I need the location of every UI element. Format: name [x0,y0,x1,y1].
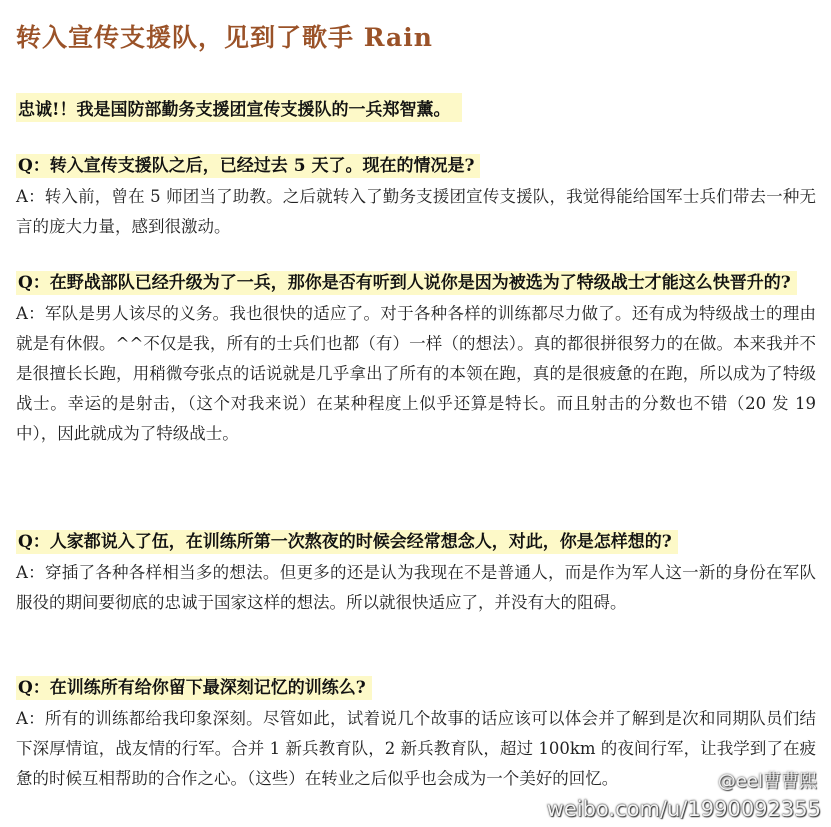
answer: A：所有的训练都给我印象深刻。尽管如此，试着说几个故事的话应该可以体会并了解到是次和同期队员们结下深厚情谊，战友情的行军。合并 1 新兵教育队，2 新兵教育队，超过 100km 的夜间行军，让我学到了在疲惫的时候互相帮助的合作之心。（这些）在转业之后似乎也会成为一个美好的回忆。 [16,709,816,788]
qa-block-3 [16,527,816,618]
answer: A：穿插了各种各样相当多的想法。但更多的还是认为我现在不是普通人，而是作为军人这一新的身份在军队服役的期间要彻底的忠诚于国家这样的想法。所以就很快适应了，并没有大的阻碍。 [16,563,816,612]
question: Q：转入宣传支援队之后，已经过去 5 天了。现在的情况是? [16,154,480,178]
watermark-url: weibo.com/u/1990092355 [546,797,821,821]
question: Q：在野战部队已经升级为了一兵，那你是否有听到人说你是因为被选为了特级战士才能这么快晋升的? [16,271,797,295]
answer: A：军队是男人该尽的义务。我也很快的适应了。对于各种各样的训练都尽力做了。还有成为特级战士的理由就是有休假。^^不仅是我，所有的士兵们也都（有）一样（的想法）。真的都很拼很努力的在做。本来我并不是很擅长长跑，用稍微夸张点的话说就是几乎拿出了所有的本领在跑，真的是很疲惫的在跑，所以成为了特级战士。幸运的是射击，（这个对我来说）在某种程度上似乎还算是特长。而且射击的分数也不错（20 发 19 中），因此就成为了特级战士。 [16,304,816,443]
question: Q：在训练所有给你留下最深刻记忆的训练么? [16,676,372,700]
qa-block-2 [16,268,816,449]
question: Q：人家都说入了伍，在训练所第一次熬夜的时候会经常想念人，对此，你是怎样想的? [16,530,678,554]
article-intro: 忠诚!！我是国防部勤务支援团宣传支援队的一兵郑智薰。 [16,93,462,122]
qa-block-1 [16,151,816,242]
answer: A：转入前，曾在 5 师团当了助教。之后就转入了勤务支援团宣传支援队，我觉得能给国军士兵们带去一种无言的庞大力量，感到很激动。 [16,187,816,236]
watermark-handle: @eel曹曹熙 [717,771,817,792]
article-title: 转入宣传支援队，见到了歌手 Rain [16,23,433,52]
qa-block-4 [16,673,816,794]
